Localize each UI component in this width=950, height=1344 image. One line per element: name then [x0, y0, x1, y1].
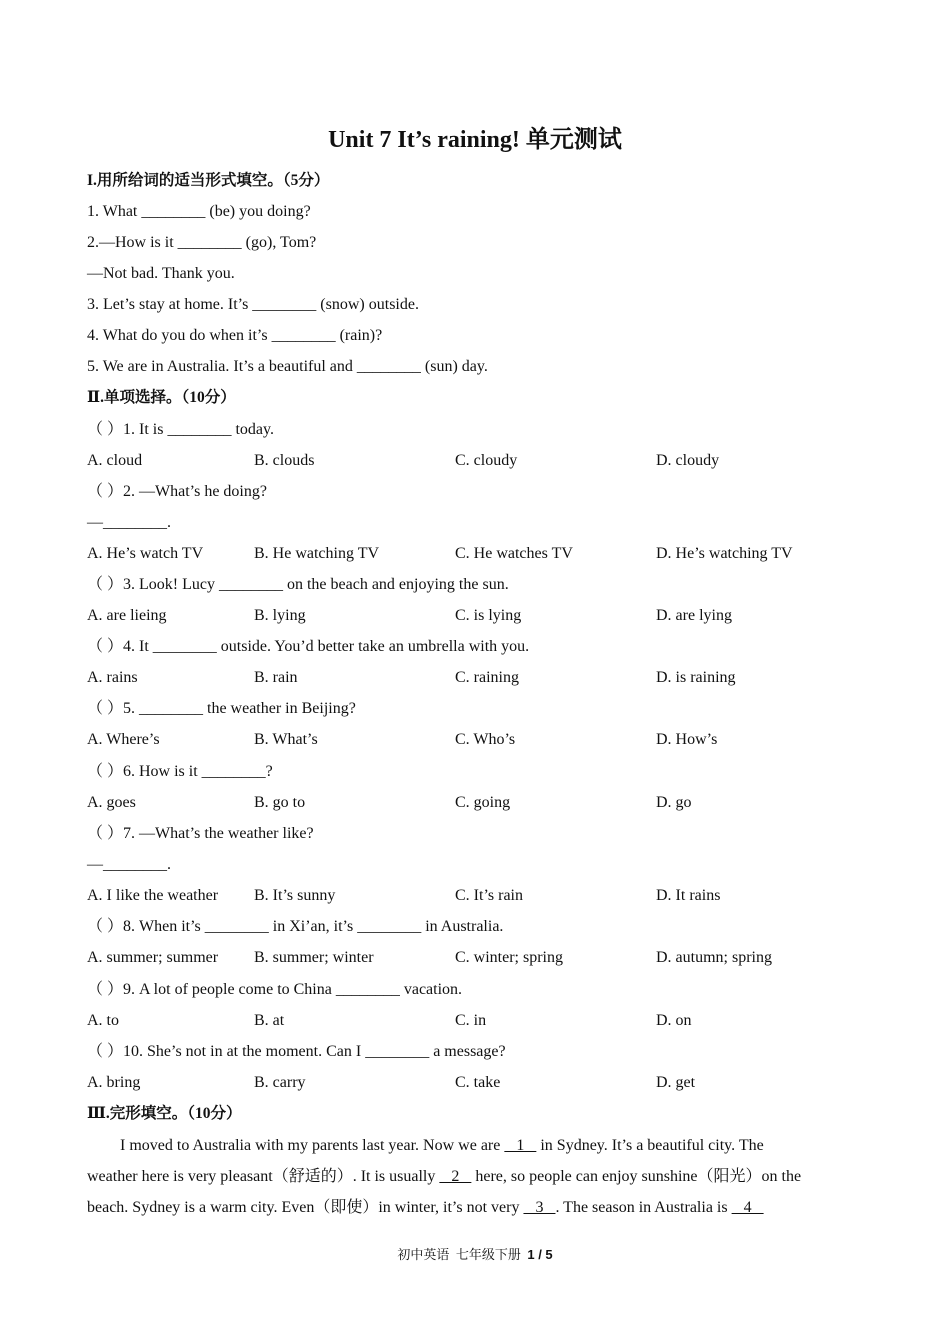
- option-d: D. cloudy: [656, 452, 720, 469]
- option-a: A. rains: [87, 669, 138, 686]
- option-b: B. at: [254, 1012, 285, 1029]
- option-d: D. is raining: [656, 669, 736, 686]
- option-c: C. in: [455, 1012, 487, 1029]
- question-stem: （ ）10. She’s not in at the moment. Can I ________ a message?: [87, 1043, 506, 1060]
- blank-4: 4: [731, 1199, 764, 1216]
- option-a: A. Where’s: [87, 731, 160, 748]
- question-options: [87, 668, 887, 688]
- page-footer: [0, 1246, 950, 1264]
- passage-text: here, so people can enjoy sunshine（阳光）on the: [471, 1168, 802, 1185]
- option-c: C. is lying: [455, 607, 522, 624]
- option-d: D. on: [656, 1012, 692, 1029]
- question-stem: （ ）9. A lot of people come to China ________ vacation.: [87, 981, 463, 998]
- option-a: A. summer; summer: [87, 949, 219, 966]
- section1-line: —Not bad. Thank you.: [87, 265, 235, 282]
- option-d: D. autumn; spring: [656, 949, 772, 966]
- question-options: [87, 886, 887, 906]
- question-stem: （ ）3. Look! Lucy ________ on the beach and enjoying the sun.: [87, 576, 509, 593]
- option-c: C. Who’s: [455, 731, 516, 748]
- footer-text: 初中英语 七年级下册: [397, 1247, 528, 1262]
- option-b: B. clouds: [254, 452, 315, 469]
- section1-line: 4. What do you do when it’s ________ (rain)?: [87, 327, 383, 344]
- question-options: [87, 544, 887, 564]
- passage-text: . The season in Australia is: [555, 1199, 732, 1216]
- question-stem: （ ）6. How is it ________?: [87, 763, 273, 780]
- page-title: Unit 7 It’s raining! 单元测试: [328, 127, 622, 153]
- section2-heading: Ⅱ.单项选择。（10分）: [87, 389, 236, 406]
- option-c: C. going: [455, 794, 511, 811]
- question-options: [87, 606, 887, 626]
- blank-2: 2: [439, 1168, 472, 1185]
- option-a: A. I like the weather: [87, 887, 219, 904]
- blank-1: 1: [504, 1137, 537, 1154]
- option-a: A. to: [87, 1012, 119, 1029]
- question-options: [87, 451, 887, 471]
- option-c: C. He watches TV: [455, 545, 573, 562]
- question-stem: （ ）2. —What’s he doing?: [87, 483, 267, 500]
- passage-line: [120, 1136, 764, 1156]
- option-c: C. winter; spring: [455, 949, 563, 966]
- option-b: B. It’s sunny: [254, 887, 336, 904]
- page-number: 1 / 5: [527, 1247, 553, 1262]
- option-b: B. What’s: [254, 731, 318, 748]
- question-options: [87, 1073, 887, 1093]
- section1-line: 5. We are in Australia. It’s a beautiful and ________ (sun) day.: [87, 358, 488, 375]
- passage-line: [87, 1198, 764, 1218]
- section1-line: 1. What ________ (be) you doing?: [87, 203, 311, 220]
- section3-heading: Ⅲ.完形填空。（10分）: [87, 1105, 242, 1122]
- question-options: [87, 730, 887, 750]
- question-reply: —________.: [87, 514, 171, 531]
- question-stem: （ ）7. —What’s the weather like?: [87, 825, 314, 842]
- question-stem: （ ）5. ________ the weather in Beijing?: [87, 700, 356, 717]
- section1-line: 3. Let’s stay at home. It’s ________ (snow) outside.: [87, 296, 419, 313]
- question-reply: —________.: [87, 856, 171, 873]
- option-d: D. It rains: [656, 887, 721, 904]
- passage-text: beach. Sydney is a warm city. Even（即使）in winter, it’s not very: [87, 1199, 524, 1216]
- option-a: A. goes: [87, 794, 136, 811]
- option-d: D. are lying: [656, 607, 732, 624]
- question-stem: （ ）1. It is ________ today.: [87, 421, 274, 438]
- section1-line: 2.—How is it ________ (go), Tom?: [87, 234, 317, 251]
- question-options: [87, 793, 887, 813]
- option-b: B. lying: [254, 607, 306, 624]
- question-stem: （ ）8. When it’s ________ in Xi’an, it’s ________ in Australia.: [87, 918, 504, 935]
- option-a: A. cloud: [87, 452, 143, 469]
- option-a: A. bring: [87, 1074, 141, 1091]
- option-b: B. summer; winter: [254, 949, 374, 966]
- option-c: C. raining: [455, 669, 519, 686]
- option-d: D. get: [656, 1074, 696, 1091]
- option-b: B. He watching TV: [254, 545, 380, 562]
- passage-text: in Sydney. It’s a beautiful city. The: [536, 1137, 764, 1154]
- question-options: [87, 948, 887, 968]
- option-c: C. It’s rain: [455, 887, 523, 904]
- option-d: D. He’s watching TV: [656, 545, 793, 562]
- option-d: D. How’s: [656, 731, 718, 748]
- section1-heading: I.用所给词的适当形式填空。（5分）: [87, 172, 330, 189]
- question-stem: （ ）4. It ________ outside. You’d better take an umbrella with you.: [87, 638, 530, 655]
- passage-text: I moved to Australia with my parents last year. Now we are: [120, 1137, 505, 1154]
- option-b: B. go to: [254, 794, 306, 811]
- option-a: A. are lieing: [87, 607, 167, 624]
- passage-line: [87, 1167, 801, 1187]
- option-b: B. rain: [254, 669, 298, 686]
- passage-text: weather here is very pleasant（舒适的）. It is usually: [87, 1168, 440, 1185]
- option-b: B. carry: [254, 1074, 306, 1091]
- option-c: C. take: [455, 1074, 501, 1091]
- option-a: A. He’s watch TV: [87, 545, 204, 562]
- option-d: D. go: [656, 794, 692, 811]
- question-options: [87, 1011, 887, 1031]
- blank-3: 3: [523, 1199, 556, 1216]
- option-c: C. cloudy: [455, 452, 518, 469]
